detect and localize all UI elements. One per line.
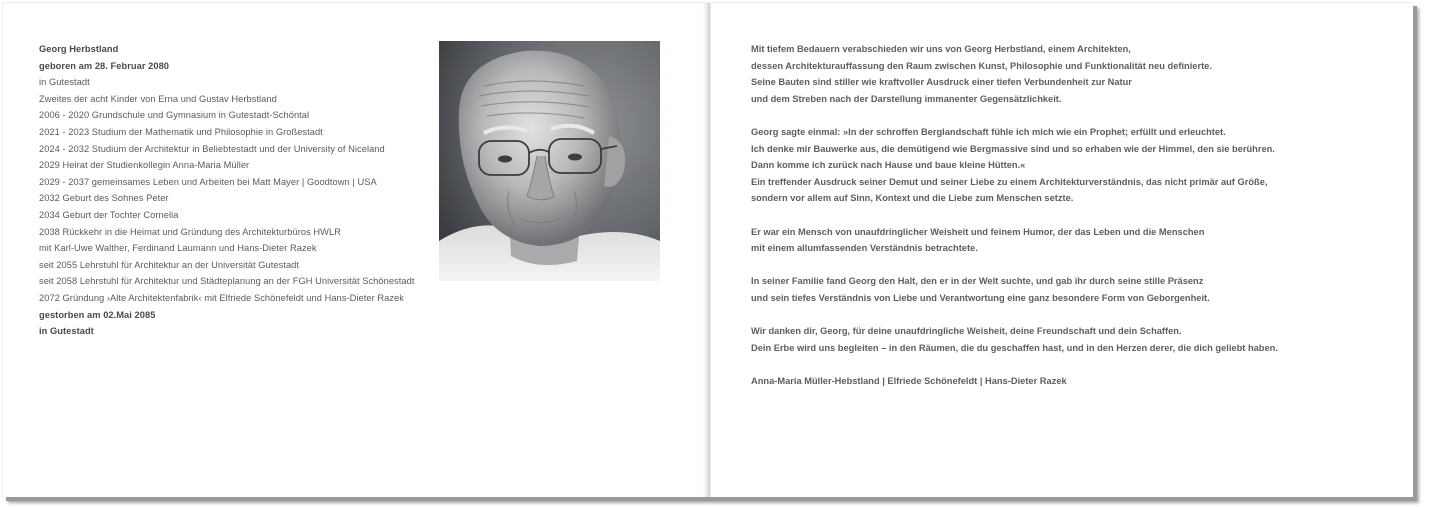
- obituary-paragraph: [751, 224, 1391, 257]
- bio-line: 2029 - 2037 gemeinsames Leben und Arbeiten bei Matt Mayer | Goodtown | USA: [39, 176, 377, 187]
- obituary-line: In seiner Familie fand Georg den Halt, den er in der Welt suchte, und gab ihr durch seine stille Präsenz: [751, 276, 1204, 287]
- bio-line: 2024 - 2032 Studium der Architektur in Beliebtestadt und der University of Niceland: [39, 143, 385, 154]
- bio-line: 2029 Heirat der Studienkollegin Anna-Maria Müller: [39, 160, 250, 171]
- obituary-line: Ein treffender Ausdruck seiner Demut und seiner Liebe zu einem Architekturverständnis, das nicht primär auf Größe,: [751, 176, 1268, 187]
- obituary-line: Dann komme ich zurück nach Hause und baue kleine Hütten.«: [751, 160, 1026, 171]
- obituary-line: und dem Streben nach der Darstellung immanenter Gegensätzlichkeit.: [751, 93, 1062, 104]
- bio-line: 2021 - 2023 Studium der Mathematik und Philosophie in Großestadt: [39, 126, 323, 137]
- bio-line: seit 2055 Lehrstuhl für Architektur an der Universität Gutestadt: [39, 259, 300, 270]
- portrait-illustration: [439, 41, 660, 281]
- obituary-paragraph: [751, 124, 1391, 207]
- obituary-line: Georg sagte einmal: »In der schroffen Berglandschaft fühle ich mich wie ein Prophet; erfüllt und erleuchtet.: [751, 126, 1226, 137]
- obituary-text: [751, 41, 1391, 389]
- right-page: [711, 3, 1413, 497]
- bio-line: in Gutestadt: [39, 77, 90, 88]
- obituary-paragraph: [751, 273, 1391, 306]
- bio-line: 2072 Gründung ›Alte Architektenfabrik‹ mit Elfriede Schönefeldt und Hans-Dieter Razek: [39, 292, 404, 303]
- bio-line: gestorben am 02.Mai 2085: [39, 309, 156, 320]
- bio-line: Georg Herbstland: [39, 44, 119, 54]
- obituary-line: sondern vor allem auf Sinn, Kontext und die Liebe zum Menschen setzte.: [751, 193, 1074, 204]
- book-spread: [2, 2, 1413, 497]
- bio-line: geboren am 28. Februar 2080: [39, 60, 170, 71]
- obituary-paragraph: [751, 323, 1391, 356]
- book-gutter: [703, 3, 711, 497]
- bio-line: Zweites der acht Kinder von Erna und Gustav Herbstland: [39, 93, 277, 104]
- obituary-line: Ich denke mir Bauwerke aus, die demütigend wie Bergmassive sind und so erhaben wie der Himmel, den sie berühren.: [751, 143, 1275, 154]
- obituary-line: und sein tiefes Verständnis von Liebe und Verantwortung eine ganz besondere Form von Geborgenheit.: [751, 292, 1210, 303]
- portrait-photo: [439, 41, 660, 281]
- obituary-line: Wir danken dir, Georg, für deine unaufdringliche Weisheit, deine Freundschaft und dein Schaffen.: [751, 326, 1182, 337]
- obituary-line: Mit tiefem Bedauern verabschieden wir uns von Georg Herbstland, einem Architekten,: [751, 44, 1131, 54]
- bio-line: 2034 Geburt der Tochter Cornelia: [39, 209, 179, 220]
- obituary-line: Seine Bauten sind stiller wie kraftvoller Ausdruck einer tiefen Verbundenheit zur Natur: [751, 77, 1132, 88]
- bio-line: in Gutestadt: [39, 326, 94, 337]
- bio-line: 2032 Geburt des Sohnes Peter: [39, 193, 169, 204]
- obituary-paragraph: [751, 41, 1391, 107]
- obituary-line: mit einem allumfassenden Verständnis betrachtete.: [751, 243, 978, 254]
- bio-line: mit Karl-Uwe Walther, Ferdinand Laumann und Hans-Dieter Razek: [39, 243, 317, 254]
- bio-line: 2038 Rückkehr in die Heimat und Gründung des Architekturbüros HWLR: [39, 226, 341, 237]
- obituary-line: dessen Architekturauffassung den Raum zwischen Kunst, Philosophie und Funktionalität neu definierte.: [751, 60, 1212, 71]
- bio-line: seit 2058 Lehrstuhl für Architektur und Städteplanung an der FGH Universität Schönestadt: [39, 276, 415, 287]
- obituary-line: Er war ein Mensch von unaufdringlicher Weisheit und feinem Humor, der das Leben und die Menschen: [751, 226, 1205, 237]
- bio-line: 2006 - 2020 Grundschule und Gymnasium in Gutestadt-Schöntal: [39, 110, 310, 121]
- left-page: [3, 3, 703, 497]
- biography-list: [39, 41, 429, 340]
- obituary-line: Dein Erbe wird uns begleiten – in den Räumen, die du geschaffen hast, und in den Herzen derer, die dich geliebt haben.: [751, 342, 1278, 353]
- signature: Anna-Maria Müller-Hebstland | Elfriede Schönefeldt | Hans-Dieter Razek: [751, 375, 1067, 386]
